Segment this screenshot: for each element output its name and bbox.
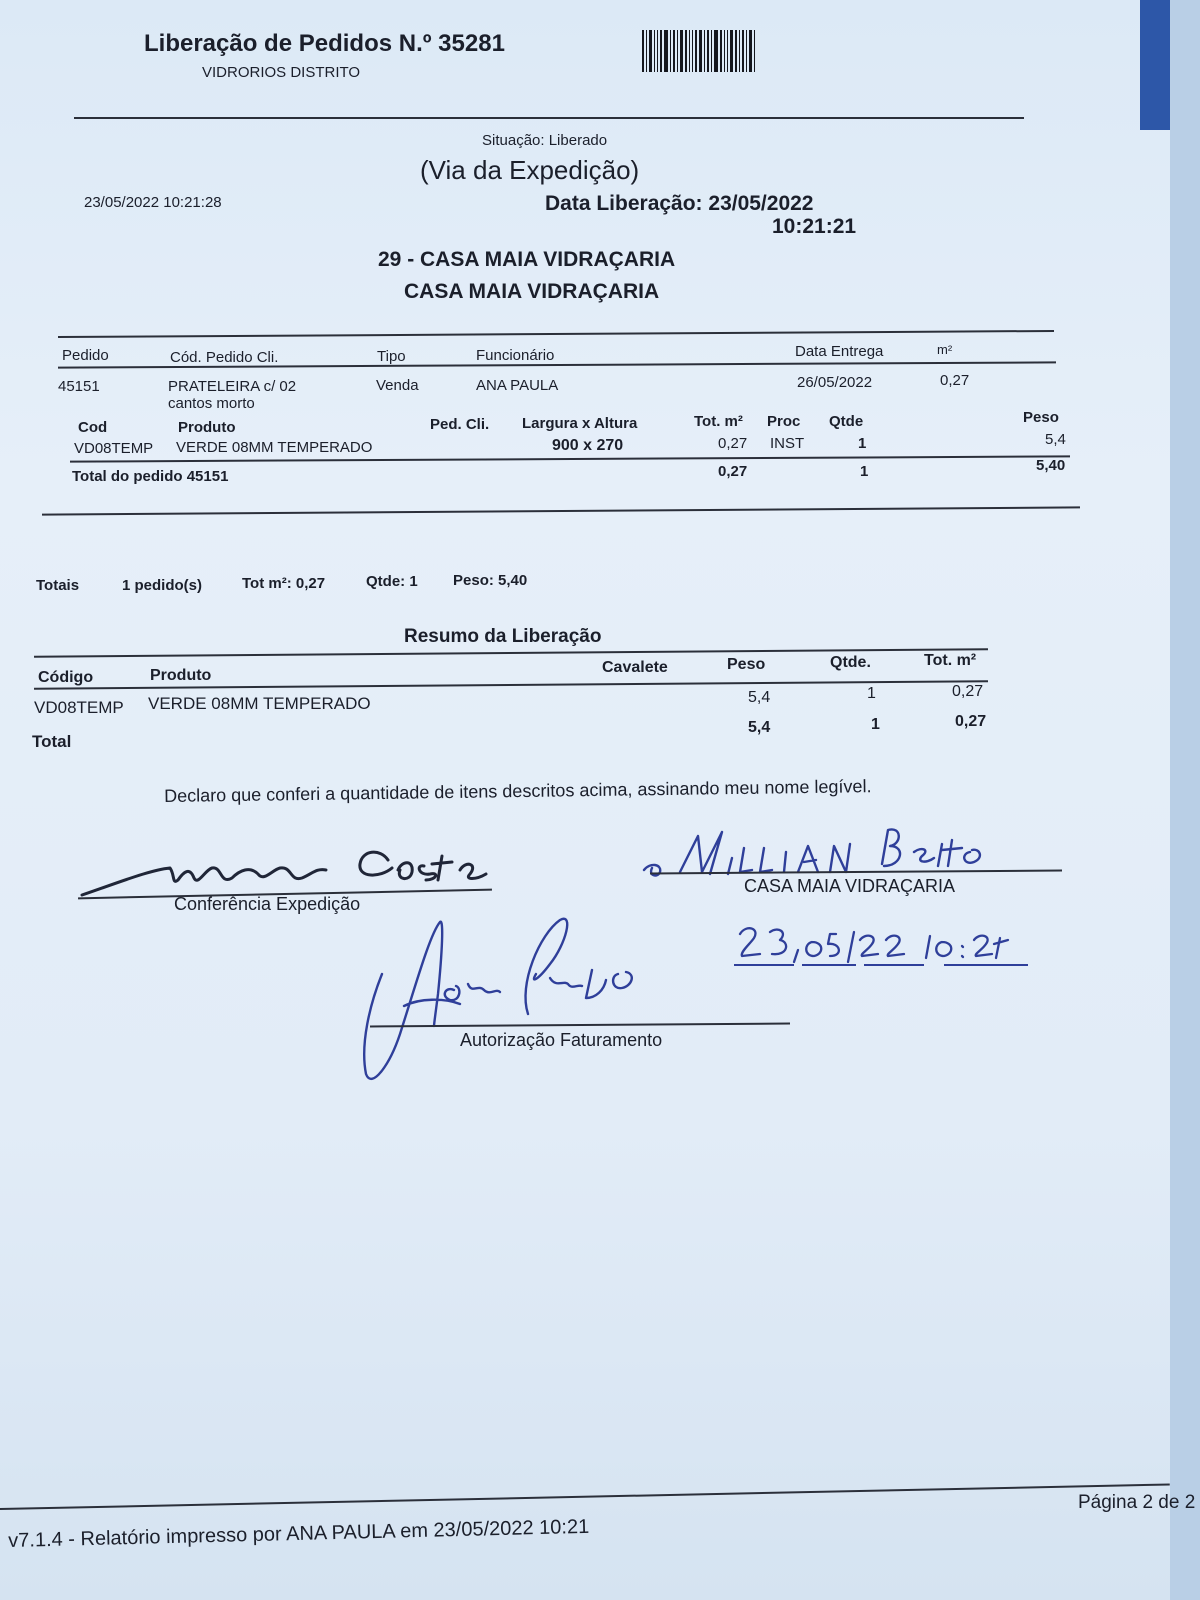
resumo-total-qtde: 1 xyxy=(871,716,880,733)
resumo-row-tot-m2: 0,27 xyxy=(952,683,984,700)
situacao-label: Situação: Liberado xyxy=(482,132,608,149)
resumo-row-produto: VERDE 08MM TEMPERADO xyxy=(148,694,371,713)
client-line-2: CASA MAIA VIDRAÇARIA xyxy=(404,280,660,303)
barcode xyxy=(642,30,804,72)
item-header-peso: Peso xyxy=(1023,409,1059,426)
via-label: (Via da Expedição) xyxy=(420,155,640,185)
date-line-1 xyxy=(734,964,794,966)
row-pedido: 45151 xyxy=(58,378,100,395)
item-tot-m2: 0,27 xyxy=(718,435,748,452)
item-header-largura-altura: Largura x Altura xyxy=(522,415,638,432)
signature-autorizacao xyxy=(360,914,680,1099)
date-line-4 xyxy=(944,964,1028,966)
order-table-top-rule xyxy=(58,330,1054,338)
hora-liberacao: 10:21:21 xyxy=(772,215,857,238)
resumo-total-peso: 5,4 xyxy=(748,719,771,736)
row-cod-pedido-cli-2: cantos morto xyxy=(168,395,255,412)
footer-printed-by: v7.1.4 - Relatório impresso por ANA PAULA em 23/05/2022 10:21 xyxy=(8,1515,590,1552)
data-liberacao: Data Liberação: 23/05/2022 xyxy=(545,192,814,215)
row-data-entrega: 26/05/2022 xyxy=(797,374,873,391)
resumo-header-cavalete: Cavalete xyxy=(602,659,668,676)
item-cod: VD08TEMP xyxy=(74,440,154,457)
print-datetime: 23/05/2022 10:21:28 xyxy=(84,194,222,211)
date-line-3 xyxy=(864,964,924,966)
resumo-total-tot-m2: 0,27 xyxy=(955,713,987,730)
header-tipo: Tipo xyxy=(377,348,406,365)
header-data-entrega: Data Entrega xyxy=(795,343,884,360)
resumo-total-label: Total xyxy=(32,732,72,751)
resumo-row-peso: 5,4 xyxy=(748,689,771,706)
resumo-header-qtde: Qtde. xyxy=(830,654,871,671)
date-line-2 xyxy=(802,964,856,966)
conferencia-label: Conferência Expedição xyxy=(174,894,361,914)
resumo-header-peso: Peso xyxy=(727,656,766,673)
document-title: Liberação de Pedidos N.º 35281 xyxy=(144,30,505,57)
row-m2: 0,27 xyxy=(940,372,970,389)
totais-tot-m2: Tot m²: 0,27 xyxy=(242,575,326,592)
declaration-text: Declaro que conferi a quantidade de itens descritos acima, assinando meu nome legível. xyxy=(164,776,872,806)
order-total-label: Total do pedido 45151 xyxy=(72,468,229,485)
resumo-header-codigo: Código xyxy=(38,669,94,686)
cliente-label: CASA MAIA VIDRAÇARIA xyxy=(744,876,956,896)
row-cod-pedido-cli-1: PRATELEIRA c/ 02 xyxy=(168,378,297,395)
item-header-ped-cli: Ped. Cli. xyxy=(430,416,490,433)
footer-page-number: Página 2 de 2 xyxy=(1078,1492,1196,1513)
header-divider xyxy=(74,117,1024,119)
header-pedido: Pedido xyxy=(62,347,109,364)
resumo-row-qtde: 1 xyxy=(867,685,876,702)
item-peso: 5,4 xyxy=(1045,431,1066,448)
order-total-rule xyxy=(70,455,1070,462)
resumo-header-produto: Produto xyxy=(150,667,212,684)
item-header-proc: Proc xyxy=(767,413,801,430)
item-header-produto: Produto xyxy=(178,419,236,436)
totais-qtde: Qtde: 1 xyxy=(366,573,418,590)
order-total-m2: 0,27 xyxy=(718,463,748,480)
item-proc: INST xyxy=(770,435,805,452)
header-funcionario: Funcionário xyxy=(476,347,555,364)
row-tipo: Venda xyxy=(376,377,419,394)
autorizacao-label: Autorização Faturamento xyxy=(460,1030,663,1050)
order-table-bottom-rule xyxy=(42,506,1080,515)
resumo-header-tot-m2: Tot. m² xyxy=(924,652,977,669)
totais-label: Totais xyxy=(36,577,80,594)
order-total-peso: 5,40 xyxy=(1036,457,1066,474)
footer-rule xyxy=(0,1483,1170,1510)
item-produto: VERDE 08MM TEMPERADO xyxy=(176,439,373,456)
totais-pedidos: 1 pedido(s) xyxy=(122,577,203,594)
item-dimensoes: 900 x 270 xyxy=(552,437,624,454)
item-header-cod: Cod xyxy=(78,419,108,436)
handwritten-date xyxy=(732,922,1062,979)
item-qtde: 1 xyxy=(858,435,867,452)
row-funcionario: ANA PAULA xyxy=(476,377,559,394)
item-header-tot-m2: Tot. m² xyxy=(694,413,743,430)
background-edge xyxy=(1140,0,1170,130)
totais-peso: Peso: 5,40 xyxy=(453,572,528,589)
resumo-row-codigo: VD08TEMP xyxy=(34,698,124,717)
header-m2: m² xyxy=(937,342,953,357)
header-cod-pedido-cli: Cód. Pedido Cli. xyxy=(170,349,279,366)
order-total-qtde: 1 xyxy=(860,463,869,480)
company-name: VIDRORIOS DISTRITO xyxy=(202,64,361,81)
resumo-title: Resumo da Liberação xyxy=(404,626,602,647)
item-header-qtde: Qtde xyxy=(829,413,864,430)
client-line-1: 29 - CASA MAIA VIDRAÇARIA xyxy=(378,248,676,271)
